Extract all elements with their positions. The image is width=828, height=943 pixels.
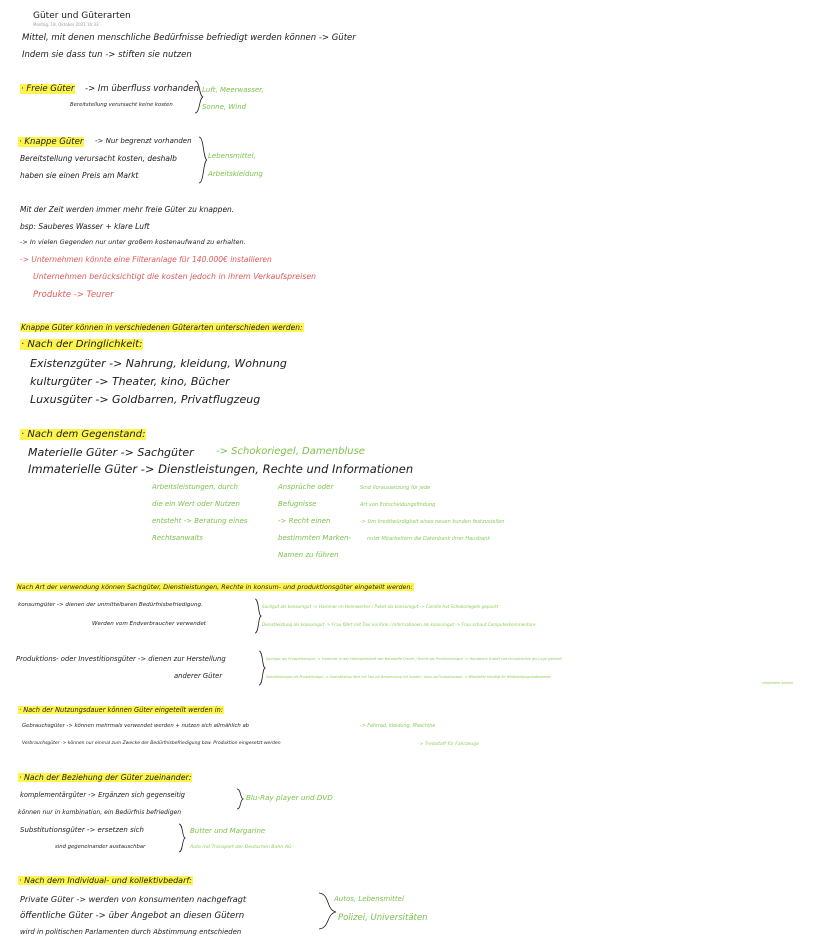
object-col2-1: Ansprüche oder <box>278 483 334 491</box>
object-col2-2: Befugnisse <box>278 500 317 508</box>
scarce-goods-example-2: Arbeitskleidung <box>208 170 263 178</box>
urgency-line-2: kulturgüter -> Theater, kino, Bücher <box>30 375 230 388</box>
usage-consumer-example-1: Sachgut als konsumgut -> Hammer im Heimwerker / Paket als konsumgut -> Familie hat Schokoriegeln gepackt <box>262 604 499 609</box>
object-subheading-text: · Nach dem Gegenstand: <box>21 429 146 440</box>
free-goods-example-2: Sonne, Wind <box>202 103 247 111</box>
usage-consumer-2: Werden vom Endverbraucher verwendet <box>92 621 206 627</box>
usage-heading <box>16 584 414 590</box>
relation-heading-text: · Nach der Beziehung der Güter zueinander: <box>19 773 192 782</box>
relation-substitute-example-2: Auto mit Transport der Deutschen Bahn AG <box>190 845 292 850</box>
scarce-goods-line-3: haben sie einen Preis am Markt <box>20 171 139 180</box>
scarce-goods-label-text: · Knappe Güter <box>19 137 84 147</box>
object-col3-1: Sind Voraussetzung für jede <box>360 485 431 491</box>
urgency-subheading <box>20 340 143 350</box>
usage-production-1: Produktions- oder Investitionsgüter -> dienen zur Herstellung <box>16 655 226 663</box>
duration-heading-text: · Nach der Nutzungsdauer können Güter eingeteilt werden in: <box>19 706 224 714</box>
object-col3-3: -> Um kreditwürdigkeit eines neuen kunden festzustellen <box>360 519 505 525</box>
time-note-red-1: -> Unternehmen könnte eine Filteranlage für 140.000€ installieren <box>20 255 272 264</box>
usage-consumer-example-2: Dienstleistung als konsumgut -> Frau fährt mit Taxi ins Kino / Informationen als konsumgut -> Frau schaut Computerkommentare <box>262 622 536 627</box>
usage-production-brace <box>258 650 266 686</box>
time-note-red-3: Produkte -> Teurer <box>33 290 114 300</box>
duration-durable-example: -> Fahrrad, kleidung, Maschine <box>360 724 436 729</box>
relation-substitute-example-1: Butter und Margarine <box>190 827 266 835</box>
object-col2-3: -> Recht einen <box>278 517 331 525</box>
need-heading <box>18 877 193 885</box>
scarce-goods-label <box>18 138 84 147</box>
relation-complementary-2: können nur in kombination, ein Bedürfnis befriedigen <box>18 809 182 816</box>
relation-complementary-brace <box>236 788 244 810</box>
duration-durable: Gebrauchsgüter -> können mehrmals verwendet werden + nutzen sich allmählich ab <box>22 723 250 729</box>
need-public: öffentliche Güter -> über Angebot an diesen Gütern <box>20 911 245 921</box>
scarce-goods-example-1: Lebensmittel, <box>208 152 256 160</box>
time-note-line-2: bsp: Sauberes Wasser + klare Luft <box>20 222 150 231</box>
usage-production-2: anderer Güter <box>174 672 223 680</box>
object-col1-2: die ein Wert oder Nutzen <box>152 500 240 508</box>
object-col2-5: Namen zu führen <box>278 551 339 559</box>
time-note-line-3: -> In vielen Gegenden nur unter großem kostenaufwand zu erhalten. <box>20 238 246 246</box>
relation-complementary-1: komplementärgüter -> Ergänzen sich gegenseitig <box>20 791 185 799</box>
object-immaterial: Immaterielle Güter -> Dienstleistungen, Rechte und Informationen <box>28 462 414 476</box>
free-goods-example-1: Luft, Meerwasser, <box>202 86 264 94</box>
urgency-heading <box>20 324 304 332</box>
time-note-red-2: Unternehmen berücksichtigt die kosten jedoch in ihrem Verkaufspreisen <box>33 272 317 281</box>
urgency-line-3: Luxusgüter -> Goldbarren, Privatflugzeug <box>30 393 261 406</box>
scarce-goods-line-2: Bereitstellung verursacht kosten, deshalb <box>20 154 177 163</box>
object-col1-4: Rechtsanwalts <box>152 534 203 542</box>
usage-consumer-1: konsumgüter -> dienen der unmittelbaren Bedürfnisbefriedigung. <box>18 602 203 608</box>
duration-consumable: Verbrauchsgüter -> können nur einmal zum Zwecke der Bedürfnisbefriedigung bzw. Produktion eingesetzt werden <box>22 741 281 746</box>
intro-line-1: Mittel, mit denen menschliche Bedürfnisse befriedigt werden können -> Güter <box>22 33 356 43</box>
object-col3-2: Art von Entscheidungsfindung <box>360 502 436 508</box>
urgency-line-1: Existenzgüter -> Nahrung, kleidung, Wohnung <box>30 357 287 370</box>
usage-heading-text: Nach Art der verwendung können Sachgüter, Dienstleistungen, Rechte in konsum- und produktionsgüter eingeteilt werden: <box>17 583 413 591</box>
object-col3-4: nutzt Mitarbeitern die Datenbank ihrer Hausbank <box>367 536 491 542</box>
duration-consumable-example: -> Treibstoff für Fahrzeuge <box>418 742 479 747</box>
scarce-goods-brace <box>198 136 208 184</box>
page-meta: Montag, 18. Oktober 2021 16:33 <box>33 22 99 27</box>
need-brace <box>318 892 338 930</box>
usage-production-example-3: mitgliedern kennen <box>762 681 794 685</box>
need-public-decision: wird in politischen Parlamenten durch Abstimmung entschieden <box>20 928 242 936</box>
relation-heading <box>18 774 192 782</box>
need-private: Private Güter -> werden von konsumenten nachgefragt <box>20 894 247 904</box>
usage-production-example-1: Sachgut als Produktionsgut -> Hammer in der Heimwerkstatt der Baustoffe GmbH / Recht als Produktionsgut -> Handwerk GmbH hat Grundrechte als Logo gekauft <box>266 657 562 661</box>
object-material: Materielle Güter -> Sachgüter <box>28 446 194 459</box>
relation-substitute-2: sind gegeneinander austauschbar <box>55 844 146 850</box>
need-heading-text: · Nach dem Individual- und kollektivbedarf: <box>19 876 192 885</box>
object-col2-4: bestimmten Marken- <box>278 534 351 542</box>
free-goods-line-1: -> Im überfluss vorhanden <box>85 84 200 94</box>
urgency-subheading-text: · Nach der Dringlichkeit: <box>21 339 143 350</box>
relation-complementary-example: Blu-Ray player und DVD <box>246 793 333 802</box>
intro-line-2: Indem sie dass tun -> stiften sie nutzen <box>22 50 192 60</box>
object-col1-3: entsteht -> Beratung eines <box>152 517 248 525</box>
urgency-heading-text: Knappe Güter können in verschiedenen Güterarten unterschieden werden: <box>21 323 303 332</box>
relation-substitute-1: Substitutionsgüter -> ersetzen sich <box>20 826 144 834</box>
scarce-goods-line-1: -> Nur begrenzt vorhanden <box>95 137 192 145</box>
object-col1-1: Arbeitsleistungen, durch <box>152 483 238 491</box>
need-private-example: Autos, Lebensmittel <box>334 895 404 903</box>
need-public-example: Polizei, Universitäten <box>338 913 428 923</box>
usage-consumer-brace <box>254 598 262 634</box>
object-subheading <box>20 430 146 440</box>
free-goods-label <box>20 85 75 94</box>
relation-substitute-brace <box>178 823 186 853</box>
object-material-example: -> Schokoriegel, Damenbluse <box>216 446 365 457</box>
usage-production-example-2: Dienstleistungen als Produktionsgut -> Geschäftsfrau fährt mit Taxi zur Besprechung mit kunden / Infos als Produktionsgut -> Mitarbeiter benötigt für Weiterbildungsmaßnahmen <box>266 675 551 679</box>
time-note-line-1: Mit der Zeit werden immer mehr freie Güter zu knappen. <box>20 205 235 214</box>
free-goods-label-text: · Freie Güter <box>21 84 75 94</box>
page-title: Güter und Güterarten <box>33 11 131 21</box>
free-goods-line-2: Bereitstellung verursacht keine kosten <box>70 102 173 108</box>
duration-heading <box>18 707 224 714</box>
